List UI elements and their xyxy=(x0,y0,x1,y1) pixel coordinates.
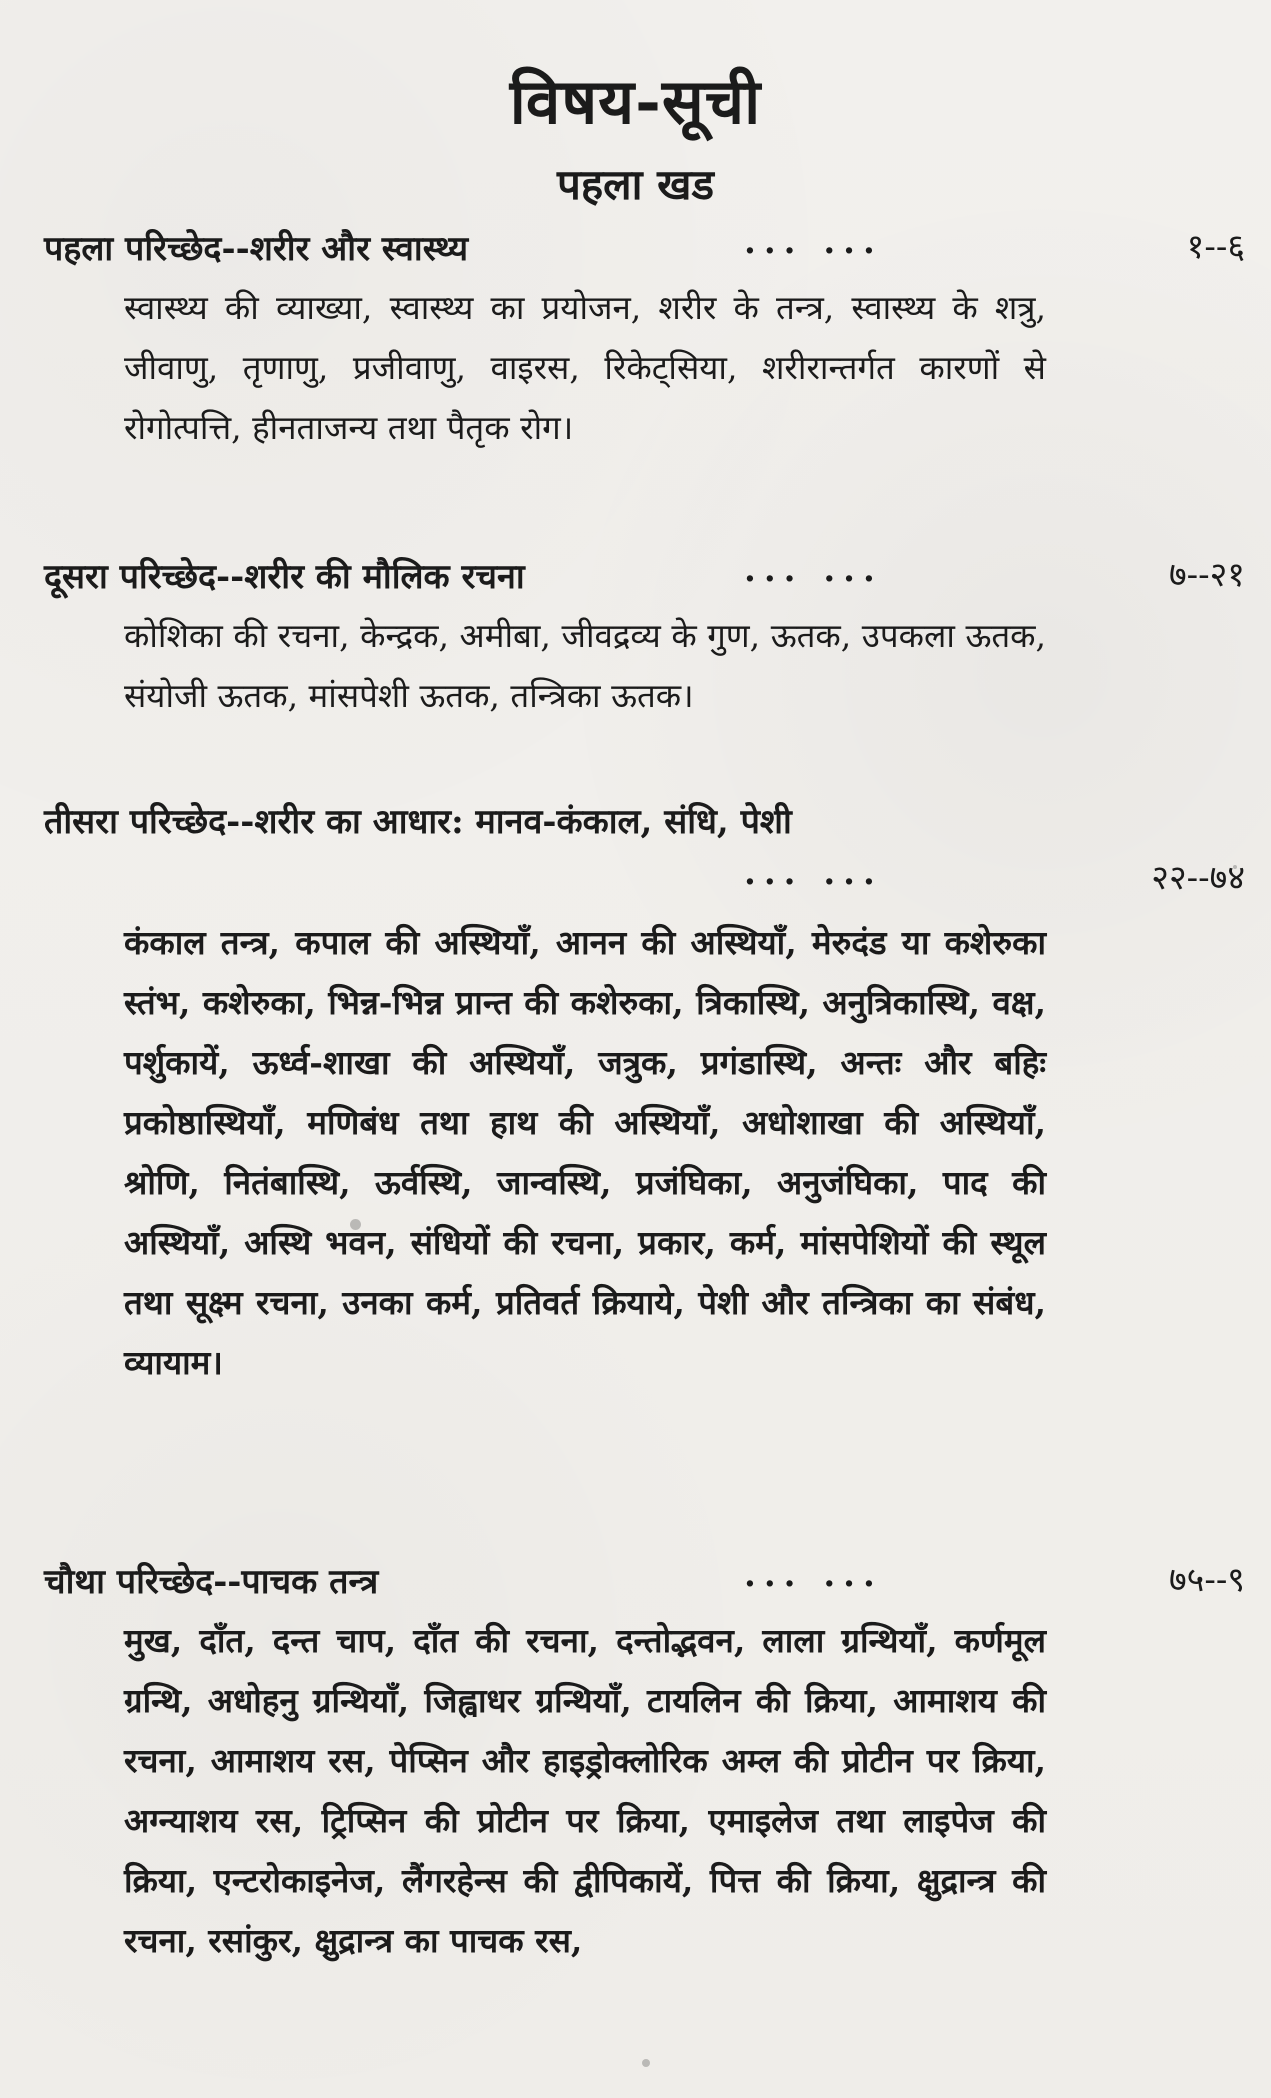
chapter-entry xyxy=(44,1555,1245,1971)
leader-dots: ... ... xyxy=(744,1555,883,1595)
chapter-heading-row xyxy=(44,550,1245,606)
chapter-description: स्वास्थ्य की व्याख्या, स्वास्थ्य का प्रयोजन, शरीर के तन्त्र, स्वास्थ्य के शत्रु, जीवाणु, तृणाणु, प्रजीवाणु, वाइरस, रिकेट्सिया, शरीरान्तर्गत कारणों से रोगोत्पत्ति, हीनताजन्य तथा पैतृक रोग। xyxy=(124,288,1046,447)
chapter-entry xyxy=(44,795,1245,1393)
leader-dots: ... ... xyxy=(744,853,883,893)
chapter-title: तीसरा परिच्छेद--शरीर का आधार: मानव-कंकाल, संधि, पेशी xyxy=(44,802,792,842)
chapter-title: पहला परिच्छेद--शरीर और स्वास्थ्य xyxy=(44,229,469,269)
chapter-description: कंकाल तन्त्र, कपाल की अस्थियाँ, आनन की अस्थियाँ, मेरुदंड या कशेरुका स्तंभ, कशेरुका, भिन्न-भिन्न प्रान्त की कशेरुका, त्रिकास्थि, अनुत्रिकास्थि, वक्ष, पर्शुकायें, ऊर्ध्व-शाखा की अस्थियाँ, जत्रुक, प्रगंडास्थि, अन्तः और बहिः प्रकोष्ठास्थियाँ, मणिबंध तथा हाथ की अस्थियाँ, अधोशाखा की अस्थियाँ, श्रोणि, नितंबास्थि, ऊर्वस्थि, जान्वस्थि, प्रजंघिका, अनुजंघिका, पाद की अस्थियाँ, अस्थि भवन, संधियों की रचना, प्रकार, कर्म, मांसपेशियों की स्थूल तथा सूक्ष्म रचना, उनका कर्म, प्रतिवर्त क्रियाये, पेशी और तन्त्रिका का संबंध, व्यायाम। xyxy=(124,923,1046,1382)
leader-dots: ... ... xyxy=(744,550,883,590)
page-range: २२--७४ xyxy=(1151,858,1245,898)
section-title: पहला खड xyxy=(557,160,714,209)
chapter-title: दूसरा परिच्छेद--शरीर की मौलिक रचना xyxy=(44,557,525,597)
chapter-heading-row xyxy=(44,1555,1245,1611)
chapter-entry xyxy=(44,550,1245,726)
page-range: १--६ xyxy=(1186,227,1245,267)
chapter-description: कोशिका की रचना, केन्द्रक, अमीबा, जीवद्रव्य के गुण, ऊतक, उपकला ऊतक, संयोजी ऊतक, मांसपेशी ऊतक, तन्त्रिका ऊतक। xyxy=(124,616,1046,715)
chapter-title: चौथा परिच्छेद--पाचक तन्त्र xyxy=(44,1562,379,1602)
chapter-description: मुख, दाँत, दन्त चाप, दाँत की रचना, दन्तोद्भवन, लाला ग्रन्थियाँ, कर्णमूल ग्रन्थि, अधोहनु ग्रन्थियाँ, जिह्वाधर ग्रन्थियाँ, टायलिन की क्रिया, आमाशय की रचना, आमाशय रस, पेप्सिन और हाइड्रोक्लोरिक अम्ल की प्रोटीन पर क्रिया, अग्न्याशय रस, ट्रिप्सिन की प्रोटीन पर क्रिया, एमाइलेज तथा लाइपेज की क्रिया, एन्टरोकाइनेज, लैंगरहेन्स की द्वीपिकायें, पित्त की क्रिया, क्षुद्रान्त्र की रचना, रसांकुर, क्षुद्रान्त्र का पाचक रस, xyxy=(124,1621,1046,1960)
chapter-heading-row xyxy=(44,222,1245,278)
page-range: ७--२१ xyxy=(1168,555,1245,595)
page-title: विषय-सूची xyxy=(509,65,762,138)
page-range: ७५--९ xyxy=(1168,1560,1245,1600)
chapter-heading-row xyxy=(44,795,1245,913)
leader-dots: ... ... xyxy=(744,222,883,262)
ink-speck xyxy=(642,2059,650,2067)
chapter-entry xyxy=(44,222,1245,458)
